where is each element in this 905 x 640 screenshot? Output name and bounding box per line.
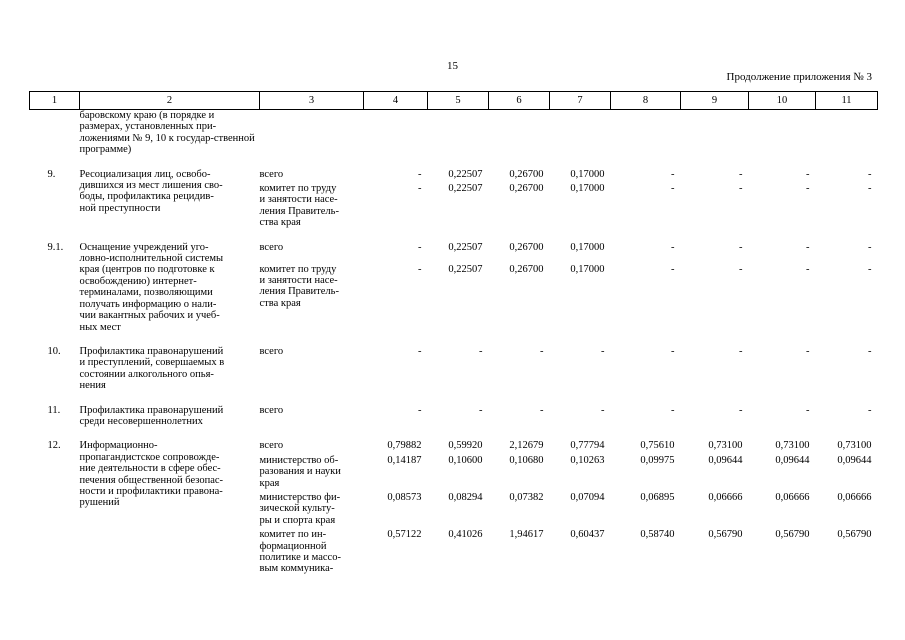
row-name-line: печения общественной безопас- [79,474,224,486]
executor-line: ства края [259,297,301,309]
row-name-line: Оснащение учреждений уго- [79,241,209,253]
value-cell: - [601,404,605,416]
header-cell: 11 [816,92,878,110]
row-number: 9. [47,168,56,180]
row-name-line: ных мест [79,321,121,333]
executor-line: вым коммуника- [259,563,334,575]
value-cell: 0,07094 [570,491,605,503]
row-number: 10. [47,345,61,357]
value-cell: - [418,168,422,180]
row-name [80,169,260,229]
value-cell: - [868,168,872,180]
value-cell: 0,57122 [387,529,422,541]
row-name-line: рушений [79,497,120,509]
row-name-line: среди несовершеннолетних [79,415,203,427]
value-cell: 0,22507 [448,263,483,275]
executor-line: политике и массо- [259,552,341,563]
value-cell: - [739,404,743,416]
row-name-line: ности и профилактики правона- [79,485,223,497]
value-cell: - [671,241,675,253]
row-number: 12. [47,440,61,452]
value-cell: 0,09975 [640,454,675,466]
value-cell: - [671,404,675,416]
executor-line: и занятости насе- [259,194,338,206]
executor-line: всего [259,404,284,416]
value-cell: - [671,183,675,195]
value-cell: - [868,183,872,195]
row-name [80,346,260,392]
value-cell: 0,77794 [570,440,605,452]
executor-line: всего [259,345,284,357]
table-row [30,346,878,392]
value-cell: 0,56790 [708,529,743,541]
row-name-line: освобождению) интернет- [79,275,197,287]
row-name-line: дившихся из мест лишения сво- [79,180,223,192]
row-name-line: получать информацию о нали- [79,298,217,310]
value-cell: 0,10600 [448,454,483,466]
executor [260,242,364,264]
value-cell: 0,58740 [640,529,675,541]
value-cell: 0,73100 [775,440,810,452]
header-cell: 4 [364,92,428,110]
executor-line: комитет по труду [259,183,337,195]
value-cell: 0,09644 [837,454,872,466]
header-cell: 2 [80,92,260,110]
value-cell: - [806,345,810,357]
executor-line: министерство фи- [259,491,341,503]
executor [260,346,364,392]
row-name-line: терминалами, позволяющими [79,287,213,299]
value-cell: 0,10680 [509,454,544,466]
value-cell: 0,22507 [448,168,483,180]
row-name-line: состоянии алкогольного опья- [79,368,214,380]
value-cell: - [739,168,743,180]
value-cell: 0,26700 [509,241,544,253]
table-row [30,169,878,183]
continued-row [30,110,878,156]
row-name-line: края (центров по подготовке к [79,264,215,276]
executor [260,264,364,333]
value-cell: - [806,241,810,253]
executor [260,183,364,229]
row-name-line: и преступлений, совершаемых в [79,357,225,369]
executor-line: комитет по труду [259,263,337,275]
row-number: 9.1. [47,241,64,253]
value-cell: - [868,241,872,253]
executor-line: всего [259,440,284,452]
value-cell: - [806,183,810,195]
value-cell: 0,56790 [775,529,810,541]
row-name-line: Профилактика правонарушений [79,345,224,357]
row-name [80,405,260,428]
executor [260,169,364,183]
executor-line: ления Правитель- [259,286,339,298]
page-number: 15 [447,60,458,72]
value-cell: 0,56790 [837,529,872,541]
row-spacer [30,392,878,405]
table-row [30,440,878,454]
value-cell: - [418,241,422,253]
appendix-table [29,91,878,575]
value-cell: - [671,345,675,357]
value-cell: - [806,263,810,275]
header-cell: 10 [749,92,816,110]
executor-line: разования и науки [259,466,341,478]
executor-line: зической культу- [259,503,335,515]
executor-line: министерство об- [259,454,339,466]
value-cell: - [739,241,743,253]
value-cell: - [479,345,483,357]
header-cell: 8 [611,92,681,110]
executor-line: всего [259,168,284,180]
value-cell: 0,73100 [708,440,743,452]
header-cell: 6 [489,92,550,110]
executor [260,405,364,428]
value-cell: - [671,168,675,180]
value-cell: 0,26700 [509,263,544,275]
header-cell: 3 [260,92,364,110]
row-name-line: пропагандистское сопровожде- [79,451,220,463]
value-cell: - [739,263,743,275]
value-cell: 0,08573 [387,491,422,503]
executor [260,440,364,454]
executor-line: ства края [259,217,301,229]
value-cell: - [739,183,743,195]
row-name [80,242,260,333]
executor-line: края [259,477,280,489]
row-spacer [30,333,878,346]
value-cell: 0,14187 [387,454,422,466]
value-cell: - [868,263,872,275]
row-spacer [30,427,878,440]
value-cell: 0,10263 [570,454,605,466]
value-cell: - [418,263,422,275]
value-cell: 0,09644 [708,454,743,466]
row-name-line: ние деятельности в сфере обес- [79,463,221,475]
value-cell: 1,94617 [509,529,544,541]
header-cell: 9 [681,92,749,110]
value-cell: 0,22507 [448,241,483,253]
continued-text: баровскому краю (в порядке и размерах, установленных при-ложениями № 9, 10 к государ-ственной программе) [79,110,255,156]
row-name-line: ной преступности [79,202,161,214]
value-cell: 0,17000 [570,263,605,275]
row-name-line: нения [79,380,106,392]
value-cell: 0,26700 [509,183,544,195]
continuation-label: Продолжение приложения № 3 [726,71,872,83]
value-cell: 0,41026 [448,529,483,541]
executor-line: комитет по ин- [259,529,327,541]
value-cell: - [868,404,872,416]
executor [260,529,364,575]
value-cell: - [418,404,422,416]
column-number-header [30,92,878,110]
value-cell: 2,12679 [509,440,544,452]
executor-line: и занятости насе- [259,274,338,286]
executor-line: ры и спорта края [259,514,336,526]
value-cell: 0,06666 [775,491,810,503]
value-cell: 0,08294 [448,491,483,503]
value-cell: 0,79882 [387,440,422,452]
executor-line: формационной [259,540,327,552]
value-cell: 0,17000 [570,183,605,195]
value-cell: - [540,345,544,357]
row-name-line: ловно-исполнительной системы [79,253,224,265]
value-cell: 0,07382 [509,491,544,503]
value-cell: - [479,404,483,416]
row-number: 11. [47,404,61,416]
header-cell: 1 [30,92,80,110]
value-cell: - [671,263,675,275]
value-cell: 0,06895 [640,491,675,503]
row-spacer [30,229,878,242]
executor-line: всего [259,241,284,253]
executor [260,455,364,492]
value-cell: 0,17000 [570,241,605,253]
row-name [80,440,260,574]
value-cell: - [739,345,743,357]
value-cell: - [540,404,544,416]
row-name-line: Ресоциализация лиц, освобо- [79,168,211,180]
table-row [30,242,878,264]
value-cell: - [806,168,810,180]
value-cell: 0,17000 [570,168,605,180]
row-spacer [30,156,878,169]
row-name-line: чии вакантных рабочих и учеб- [79,310,220,322]
value-cell: 0,09644 [775,454,810,466]
value-cell: 0,06666 [837,491,872,503]
value-cell: 0,26700 [509,168,544,180]
row-name-line: Информационно- [79,440,158,452]
value-cell: 0,60437 [570,529,605,541]
table-row [30,405,878,428]
value-cell: - [601,345,605,357]
row-name-line: Профилактика правонарушений [79,404,224,416]
value-cell: 0,59920 [448,440,483,452]
executor [260,492,364,529]
value-cell: 0,75610 [640,440,675,452]
value-cell: 0,06666 [708,491,743,503]
value-cell: - [418,345,422,357]
value-cell: - [418,183,422,195]
header-cell: 7 [550,92,611,110]
table-body [30,110,878,575]
header-cell: 5 [428,92,489,110]
row-name-line: боды, профилактика рецидив- [79,191,214,203]
executor-line: ления Правитель- [259,205,339,217]
value-cell: 0,22507 [448,183,483,195]
value-cell: 0,73100 [837,440,872,452]
value-cell: - [806,404,810,416]
value-cell: - [868,345,872,357]
